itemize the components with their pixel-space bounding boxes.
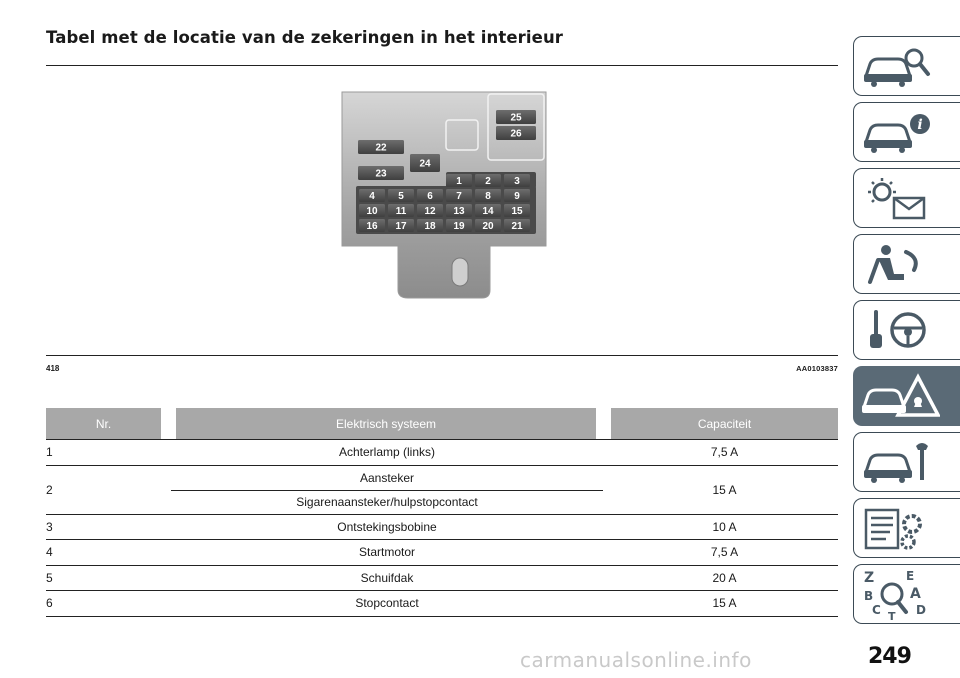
row-capacity: 15 A: [712, 596, 737, 611]
fuse-label-11: 11: [395, 206, 407, 217]
row-nr: 2: [46, 482, 53, 497]
chapter-tab-maintenance[interactable]: [853, 432, 960, 492]
row-nr: 4: [46, 545, 53, 560]
fuse-box-svg: [340, 90, 548, 302]
svg-text:E: E: [906, 569, 915, 583]
fuse-label-2: 2: [485, 176, 491, 187]
header-capacity: Capaciteit: [611, 408, 838, 439]
row-system: Schuifdak: [360, 570, 414, 585]
fuse-table: [46, 408, 838, 617]
row-capacity: 7,5 A: [710, 545, 739, 560]
chapter-tab-info[interactable]: [853, 102, 960, 162]
key-steering-wheel-icon: [860, 308, 932, 352]
fuse-label-20: 20: [482, 221, 494, 232]
figure-code: AA0103837: [796, 364, 838, 373]
fuse-label-25: 25: [510, 112, 522, 124]
svg-text:D: D: [916, 603, 926, 617]
table-row: [46, 515, 838, 541]
fuse-label-21: 21: [511, 221, 523, 232]
fuse-label-22: 22: [375, 142, 387, 154]
table-row: [46, 591, 838, 617]
fuse-label-8: 8: [485, 191, 491, 202]
svg-text:T: T: [888, 610, 896, 622]
header-nr: Nr.: [46, 408, 161, 439]
fuse-label-18: 18: [424, 221, 436, 232]
table-header: [46, 408, 838, 440]
car-search-icon: [860, 44, 932, 88]
row-nr: 6: [46, 596, 53, 611]
figure-divider: [46, 355, 838, 356]
seat-airbag-icon: [860, 242, 932, 286]
page-number: 249: [868, 644, 911, 669]
housing-clip: [452, 258, 468, 286]
page-title: Tabel met de locatie van de zekeringen in het interieur: [46, 28, 564, 47]
specs-gear-icon: [860, 506, 932, 550]
chapter-tab-emergency[interactable]: [853, 366, 960, 426]
row-system: Startmotor: [358, 545, 415, 560]
fuse-label-14: 14: [482, 206, 494, 217]
fuse-label-26: 26: [510, 128, 522, 140]
fuse-label-23: 23: [375, 168, 387, 180]
row-nr: 3: [46, 519, 53, 534]
chapter-tab-dashboard[interactable]: [853, 36, 960, 96]
fuse-label-7: 7: [456, 191, 462, 202]
fuse-label-13: 13: [453, 206, 465, 217]
fuse-label-24: 24: [419, 158, 431, 170]
fuse-label-10: 10: [366, 206, 378, 217]
fuse-label-12: 12: [424, 206, 436, 217]
row-capacity: 15 A: [712, 482, 737, 497]
row-capacity: 7,5 A: [710, 445, 739, 460]
fuse-label-9: 9: [514, 191, 520, 202]
svg-text:Z: Z: [864, 570, 875, 586]
chapter-tab-technical-data[interactable]: [853, 498, 960, 558]
header-system: Elektrisch systeem: [176, 408, 596, 439]
row-system: Aansteker: [171, 466, 603, 491]
fuse-label-19: 19: [453, 221, 465, 232]
watermark: carmanualsonline.info: [520, 648, 752, 672]
svg-text:i: i: [917, 117, 923, 133]
table-row: [46, 566, 838, 592]
alphabet-index-icon: [860, 566, 932, 622]
svg-text:B: B: [864, 589, 874, 603]
row-system: Ontstekingsbobine: [337, 519, 437, 534]
table-row: [46, 540, 838, 566]
row-system: Stopcontact: [355, 596, 419, 611]
row-system: Achterlamp (links): [338, 445, 436, 460]
figure-number: 418: [46, 364, 60, 373]
fuse-label-5: 5: [398, 191, 404, 202]
fuse-label-6: 6: [427, 191, 433, 202]
warning-light-message-icon: [860, 176, 932, 220]
row-nr: 5: [46, 570, 53, 585]
chapter-tab-safety[interactable]: [853, 234, 960, 294]
fuse-label-17: 17: [395, 221, 407, 232]
svg-text:C: C: [872, 603, 881, 617]
chapter-tab-warning-lights[interactable]: [853, 168, 960, 228]
fuse-label-3: 3: [514, 176, 520, 187]
fuse-box-diagram: [340, 90, 548, 302]
table-row: [46, 440, 838, 466]
row-capacity: 10 A: [712, 519, 737, 534]
car-info-icon: [860, 110, 932, 154]
header-divider: [46, 65, 838, 66]
fuse-label-16: 16: [366, 221, 378, 232]
row-system-secondary: Sigarenaansteker/hulpstopcontact: [296, 494, 478, 509]
fuse-label-4: 4: [369, 191, 375, 202]
row-capacity: 20 A: [712, 570, 737, 585]
car-breakdown-warning-icon: [860, 373, 940, 419]
chapter-tab-starting-driving[interactable]: [853, 300, 960, 360]
svg-text:A: A: [910, 586, 921, 602]
fuse-label-1: 1: [456, 176, 462, 187]
table-row: [46, 466, 838, 515]
car-wrench-icon: [860, 440, 932, 484]
chapter-tab-index[interactable]: [853, 564, 960, 624]
fuse-label-15: 15: [511, 206, 523, 217]
row-nr: 1: [46, 445, 53, 460]
